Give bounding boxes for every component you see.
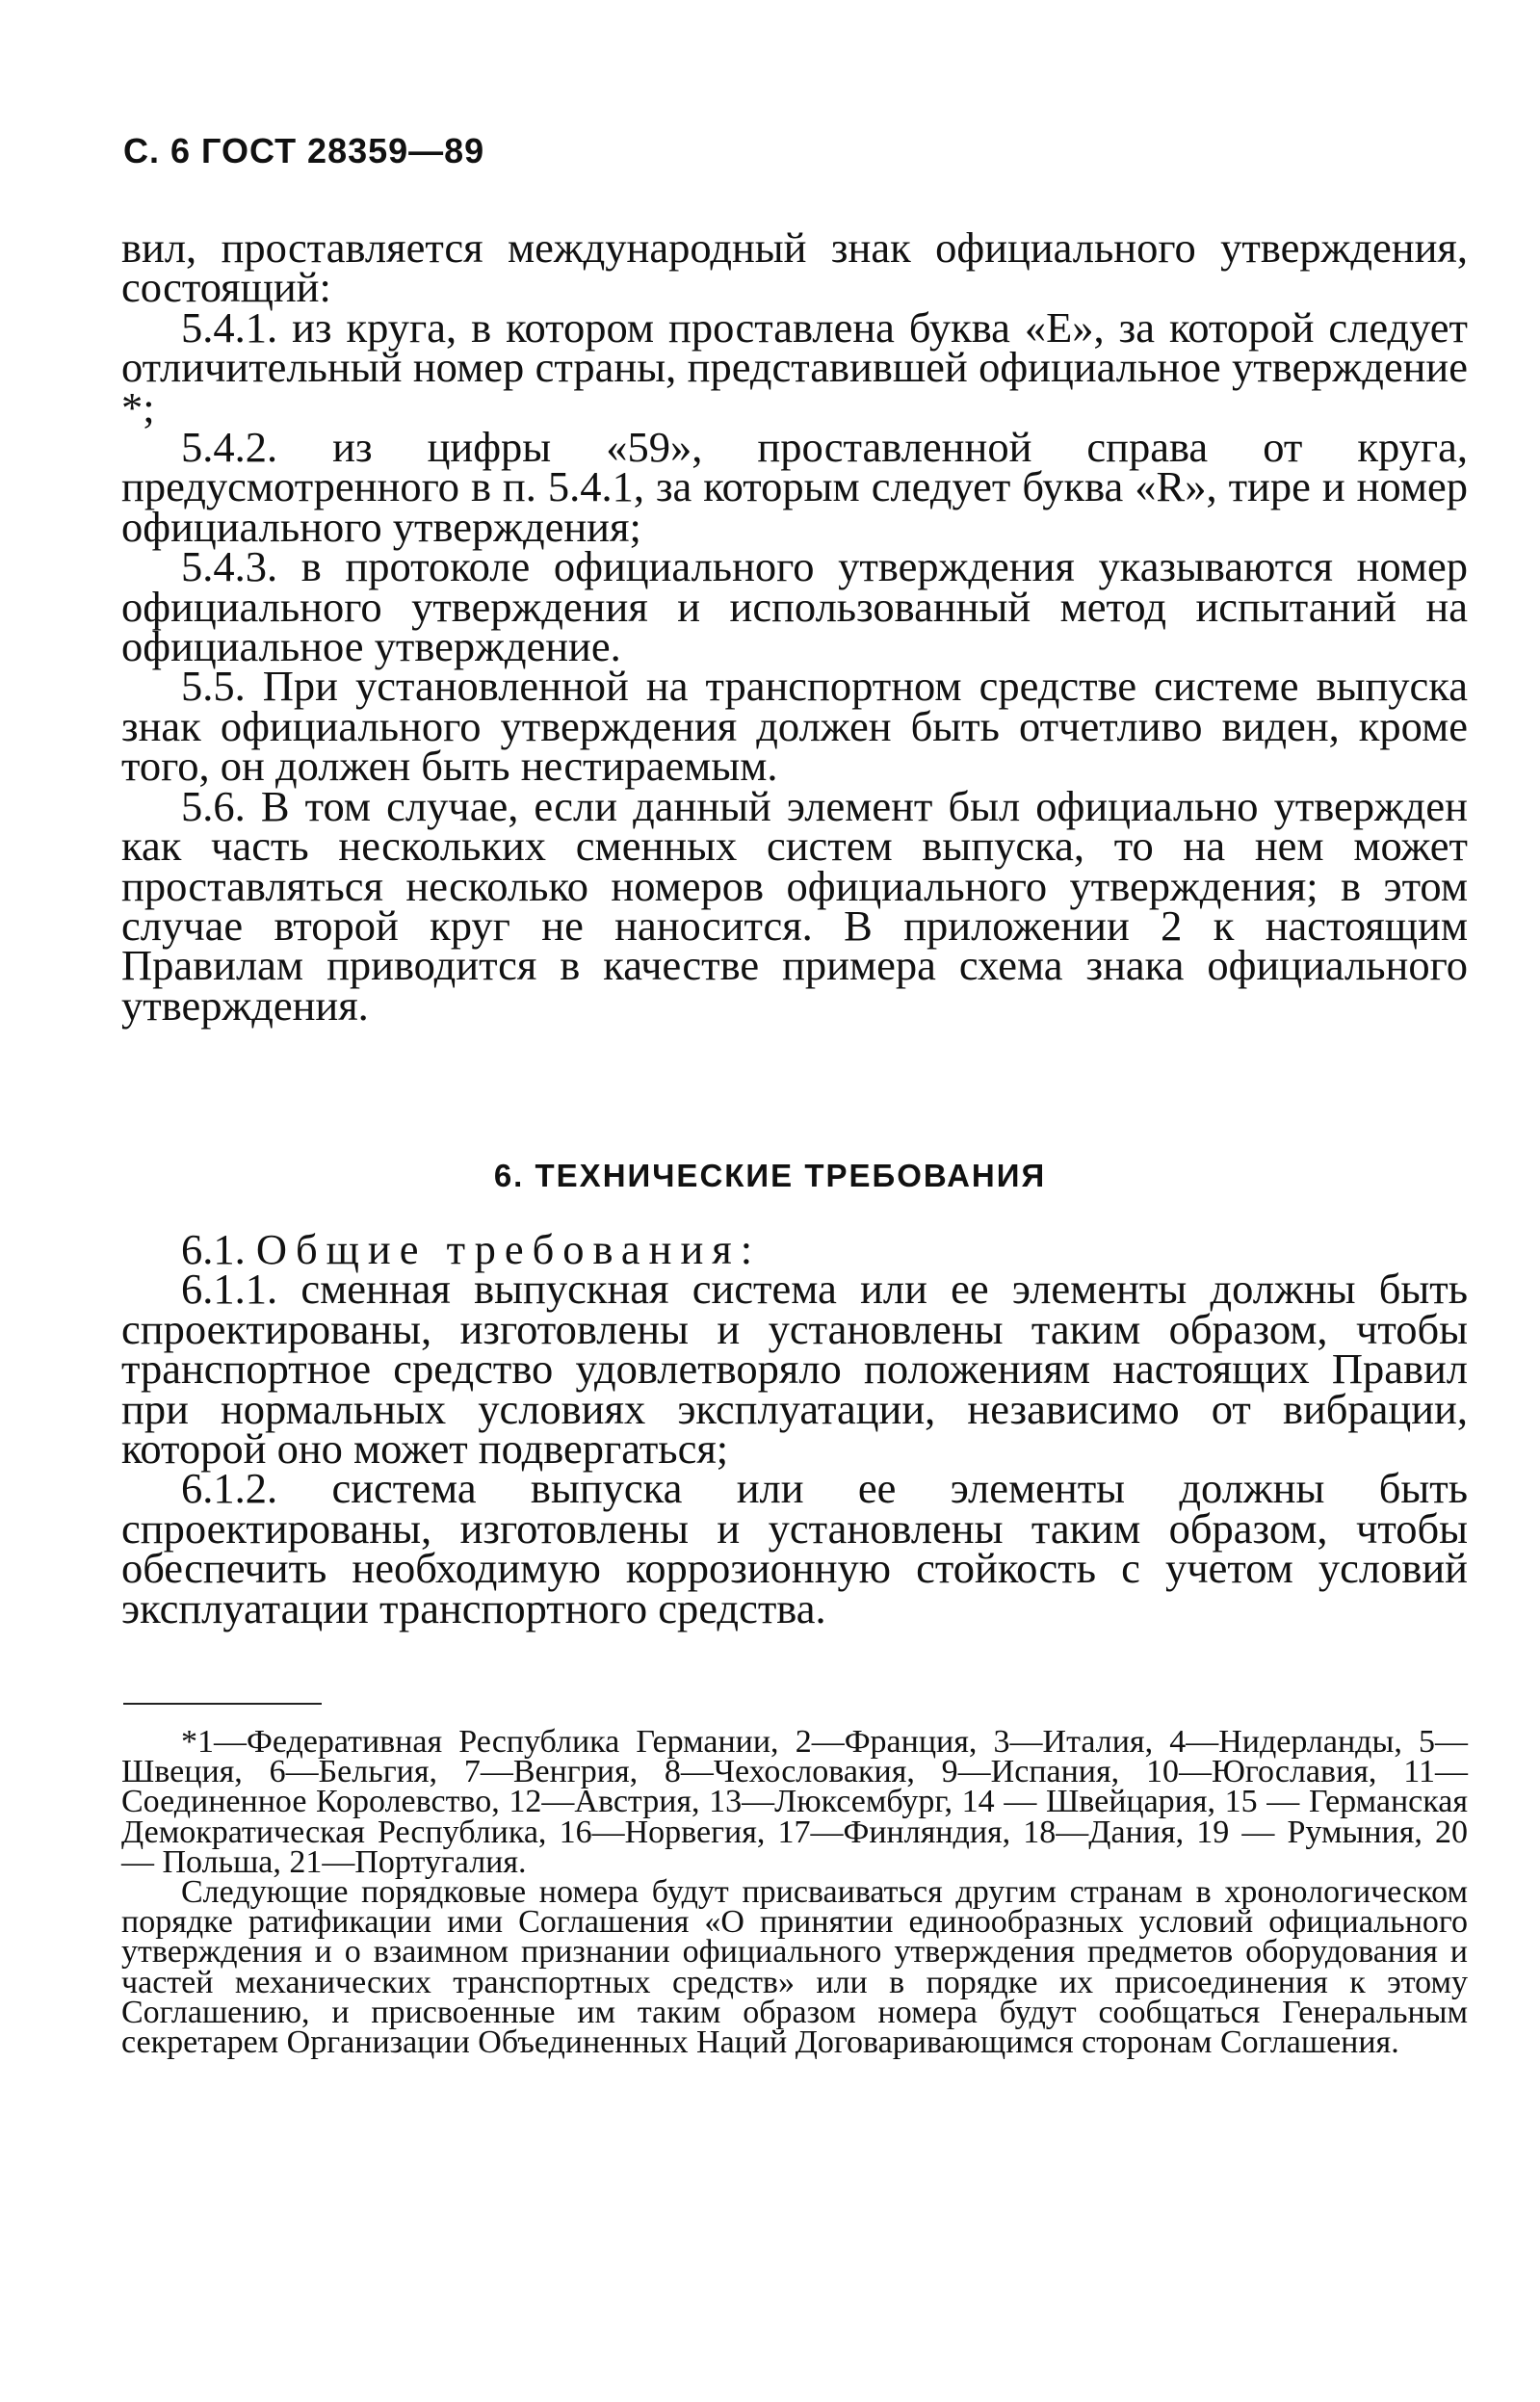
subsection-title: Общие требования: xyxy=(255,1225,762,1273)
subsection-number: 6.1. xyxy=(181,1225,246,1273)
paragraph-5-5: 5.5. При установленной на транспортном средстве системе выпуска знак официального утверждения должен быть отчетливо виден, кроме того, он должен быть нестираемым. xyxy=(121,662,1468,791)
paragraph-6-1-1: 6.1.1. сменная выпускная система или ее элементы должны быть спроектированы, изготовлены и установлены таким образом, чтобы транспортное средство удовлетворяло положениям настоящих Правил при нормальных условиях эксплуатации, независимо от вибрации, которой оно может подвергаться; xyxy=(121,1265,1468,1474)
paragraph-5-4-2: 5.4.2. из цифры «59», проставленной справа от круга, предусмотренного в п. 5.4.1, за которым следует буква «R», тире и номер официального утверждения; xyxy=(121,423,1468,551)
footnotes xyxy=(121,1724,1468,2061)
intro-section xyxy=(121,223,1468,1030)
paragraph-continuation: вил, проставляется международный знак официального утверждения, состоящий: xyxy=(121,223,1468,312)
footnote-countries: *1—Федеративная Республика Германии, 2—Франция, 3—Италия, 4—Нидерланды, 5—Швеция, 6—Бельгия, 7—Венгрия, 8—Чехословакия, 9—Испания, 10—Югославия, 11—Соединенное Королевство, 12—Австрия, 13—Люксембург, 14 — Швейцария, 15 — Германская Демократическая Республика, 16—Норвегия, 17—Финляндия, 18—Дания, 19 — Румыния, 20 — Польша, 21—Португалия. xyxy=(121,1724,1468,1880)
section-6-body xyxy=(121,1225,1468,1632)
footnote-divider xyxy=(123,1703,322,1705)
paragraph-5-4-3: 5.4.3. в протоколе официального утверждения указываются номер официального утверждения и использованный метод испытаний на официальное утверждение. xyxy=(121,542,1468,671)
paragraph-5-6: 5.6. В том случае, если данный элемент был официально утвержден как часть нескольких сменных систем выпуска, то на нем может проставляться несколько номеров официального утверждения; в этом случае второй круг не наносится. В приложении 2 к настоящим Правилам приводится в качестве примера схема знака официального утверждения. xyxy=(121,781,1468,1030)
subsection-heading xyxy=(121,1225,1468,1273)
paragraph-5-4-1: 5.4.1. из круга, в котором проставлена буква «E», за которой следует отличительный номер страны, представившей официальное утверждение *; xyxy=(121,302,1468,431)
footnote-note: Следующие порядковые номера будут присваиваться другим странам в хронологическом порядке ратификации ими Соглашения «О принятии единообразных условий официального утверждения и о взаимном признании официального утверждения предметов оборудования и частей механических транспортных средств» или в порядке их присоединения к этому Соглашению, и присвоенные им таким образом номера будут сообщаться Генеральным секретарем Организации Объединенных Наций Договаривающимся сторонам Соглашения. xyxy=(121,1874,1468,2061)
page-header: С. 6 ГОСТ 28359—89 xyxy=(123,131,485,170)
section-heading: 6. ТЕХНИЧЕСКИЕ ТРЕБОВАНИЯ xyxy=(493,1158,1047,1193)
paragraph-6-1-2: 6.1.2. система выпуска или ее элементы должны быть спроектированы, изготовлены и установлены таким образом, чтобы обеспечить необходимую коррозионную стойкость с учетом условий эксплуатации транспортного средства. xyxy=(121,1464,1468,1632)
